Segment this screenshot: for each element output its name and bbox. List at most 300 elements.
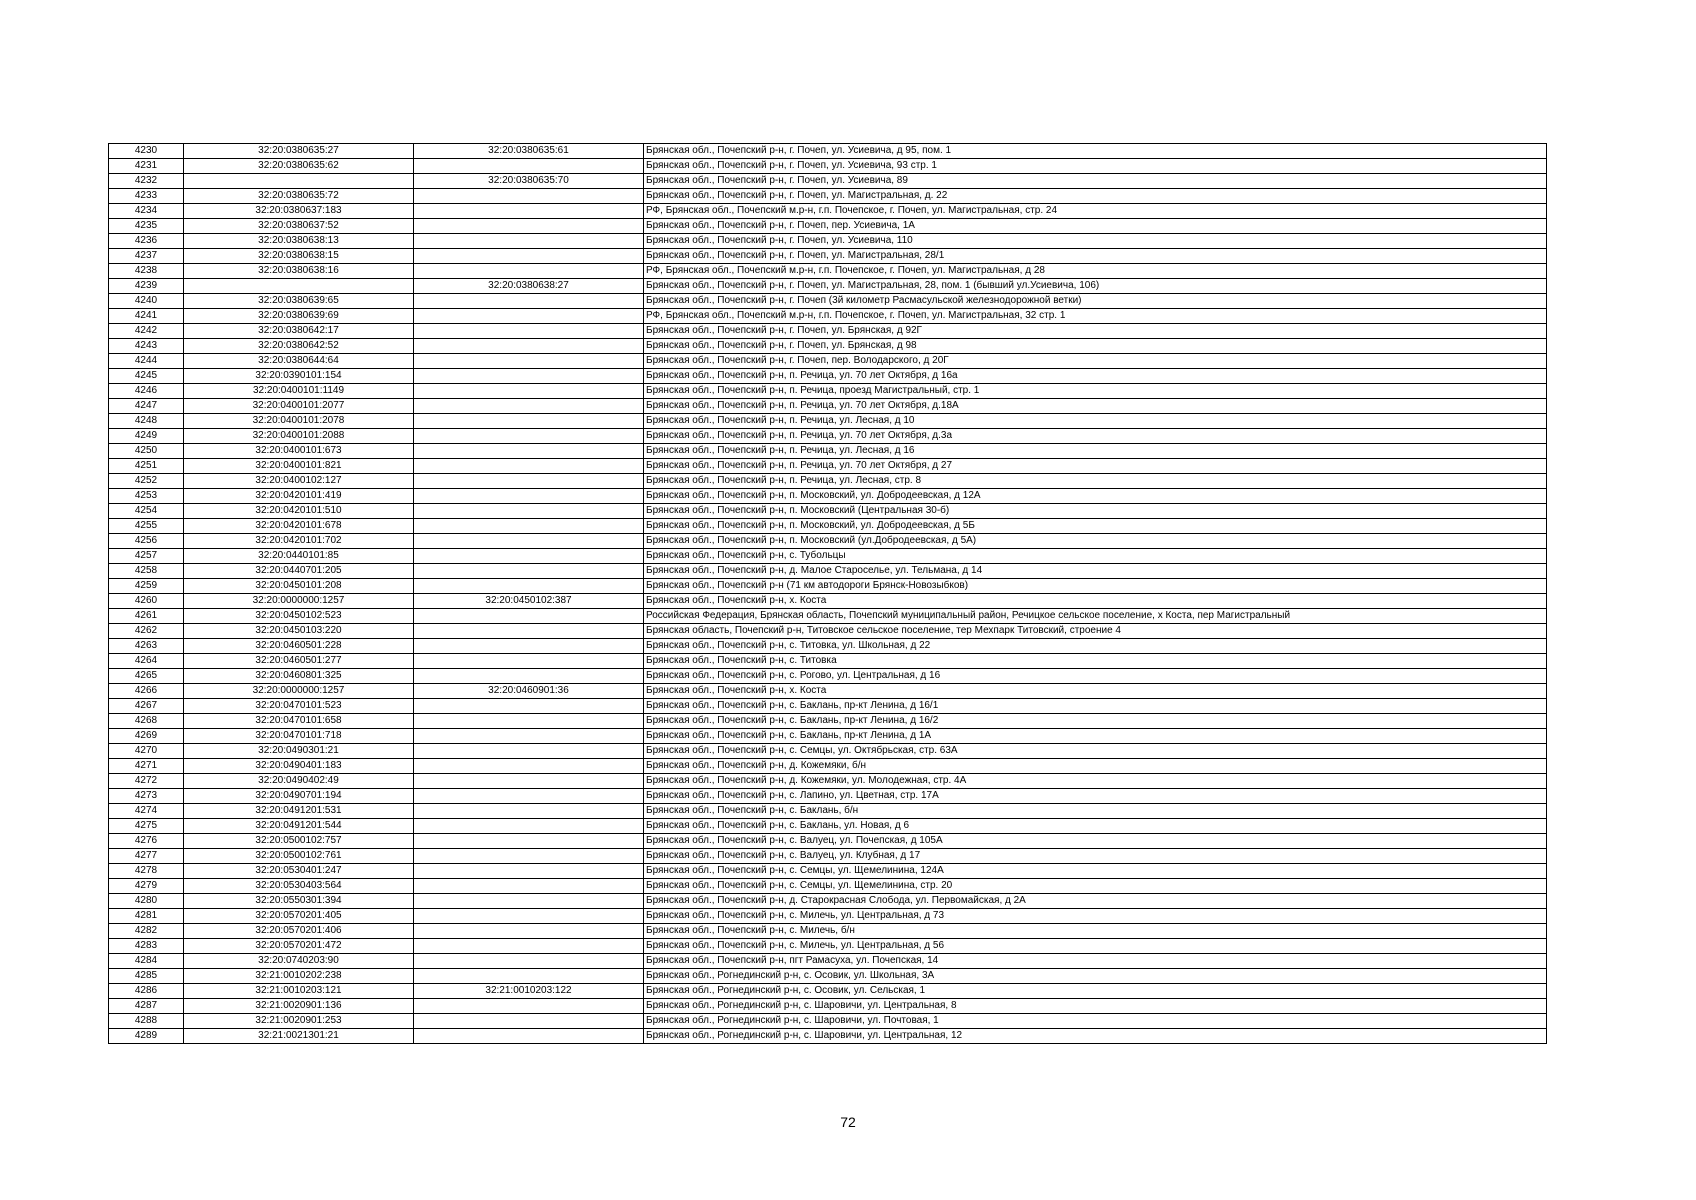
address-cell: Брянская обл., Почепский р-н, п. Московский, ул. Добродеевская, д 12А <box>644 489 1547 504</box>
table-row <box>109 309 1547 324</box>
address-cell: Брянская обл., Рогнединский р-н, с. Шаровичи, ул. Центральная, 8 <box>644 999 1547 1014</box>
register-sheet <box>108 143 1546 1044</box>
address-cell: Брянская обл., Почепский р-н, с. Баклань, пр-кт Ленина, д 16/2 <box>644 714 1547 729</box>
address-cell: Брянская обл., Почепский р-н, с. Валуец, ул. Клубная, д 17 <box>644 849 1547 864</box>
row-number-cell: 4239 <box>109 279 184 294</box>
related-cadastral-number-cell <box>414 339 644 354</box>
address-cell: Брянская обл., Почепский р-н, п. Речица, ул. Лесная, д 16 <box>644 444 1547 459</box>
cadastral-number-cell: 32:20:0380638:16 <box>184 264 414 279</box>
table-row <box>109 789 1547 804</box>
row-number-cell: 4267 <box>109 699 184 714</box>
related-cadastral-number-cell <box>414 729 644 744</box>
cadastral-number-cell: 32:20:0380635:72 <box>184 189 414 204</box>
row-number-cell: 4277 <box>109 849 184 864</box>
related-cadastral-number-cell <box>414 819 644 834</box>
row-number-cell: 4269 <box>109 729 184 744</box>
related-cadastral-number-cell <box>414 909 644 924</box>
address-cell: Брянская обл., Почепский р-н, д. Малое Староселье, ул. Тельмана, д 14 <box>644 564 1547 579</box>
related-cadastral-number-cell <box>414 384 644 399</box>
row-number-cell: 4264 <box>109 654 184 669</box>
cadastral-number-cell: 32:20:0470101:718 <box>184 729 414 744</box>
table-row <box>109 204 1547 219</box>
table-row <box>109 939 1547 954</box>
cadastral-number-cell: 32:20:0400101:1149 <box>184 384 414 399</box>
cadastral-number-cell: 32:20:0460501:228 <box>184 639 414 654</box>
table-row <box>109 144 1547 159</box>
cadastral-number-cell: 32:20:0550301:394 <box>184 894 414 909</box>
cadastral-number-cell: 32:20:0400101:2088 <box>184 429 414 444</box>
row-number-cell: 4257 <box>109 549 184 564</box>
address-cell: Брянская обл., Почепский р-н, г. Почеп, ул. Брянская, д 92Г <box>644 324 1547 339</box>
address-cell: Брянская обл., Почепский р-н, г. Почеп, пер. Усиевича, 1А <box>644 219 1547 234</box>
related-cadastral-number-cell <box>414 474 644 489</box>
cadastral-number-cell: 32:20:0380642:17 <box>184 324 414 339</box>
row-number-cell: 4233 <box>109 189 184 204</box>
row-number-cell: 4252 <box>109 474 184 489</box>
address-cell: Брянская обл., Почепский р-н, п. Речица, проезд Магистральный, стр. 1 <box>644 384 1547 399</box>
address-cell: Брянская обл., Почепский р-н, п. Речица, ул. 70 лет Октября, д.18А <box>644 399 1547 414</box>
table-row <box>109 504 1547 519</box>
table-row <box>109 339 1547 354</box>
row-number-cell: 4261 <box>109 609 184 624</box>
table-row <box>109 474 1547 489</box>
related-cadastral-number-cell <box>414 744 644 759</box>
row-number-cell: 4278 <box>109 864 184 879</box>
table-row <box>109 399 1547 414</box>
table-row <box>109 714 1547 729</box>
table-row <box>109 999 1547 1014</box>
table-row <box>109 444 1547 459</box>
cadastral-number-cell: 32:20:0380638:15 <box>184 249 414 264</box>
row-number-cell: 4241 <box>109 309 184 324</box>
table-row <box>109 384 1547 399</box>
row-number-cell: 4238 <box>109 264 184 279</box>
related-cadastral-number-cell <box>414 969 644 984</box>
cadastral-number-cell: 32:20:0450103:220 <box>184 624 414 639</box>
row-number-cell: 4275 <box>109 819 184 834</box>
cadastral-number-cell: 32:20:0000000:1257 <box>184 594 414 609</box>
table-row <box>109 744 1547 759</box>
cadastral-number-cell: 32:20:0380642:52 <box>184 339 414 354</box>
row-number-cell: 4259 <box>109 579 184 594</box>
related-cadastral-number-cell <box>414 714 644 729</box>
related-cadastral-number-cell <box>414 639 644 654</box>
related-cadastral-number-cell <box>414 414 644 429</box>
table-row <box>109 234 1547 249</box>
table-row <box>109 594 1547 609</box>
cadastral-number-cell: 32:20:0400102:127 <box>184 474 414 489</box>
related-cadastral-number-cell <box>414 564 644 579</box>
table-row <box>109 354 1547 369</box>
address-cell: Брянская обл., Почепский р-н, г. Почеп, ул. Магистральная, 28/1 <box>644 249 1547 264</box>
address-cell: Брянская обл., Почепский р-н, х. Коста <box>644 684 1547 699</box>
table-row <box>109 834 1547 849</box>
cadastral-number-cell <box>184 174 414 189</box>
row-number-cell: 4288 <box>109 1014 184 1029</box>
related-cadastral-number-cell: 32:20:0380635:70 <box>414 174 644 189</box>
related-cadastral-number-cell <box>414 669 644 684</box>
related-cadastral-number-cell <box>414 429 644 444</box>
related-cadastral-number-cell <box>414 309 644 324</box>
table-row <box>109 519 1547 534</box>
table-row <box>109 819 1547 834</box>
cadastral-number-cell: 32:20:0400101:2077 <box>184 399 414 414</box>
row-number-cell: 4276 <box>109 834 184 849</box>
address-cell: Брянская обл., Почепский р-н, с. Милечь, б/н <box>644 924 1547 939</box>
related-cadastral-number-cell <box>414 354 644 369</box>
address-cell: Брянская обл., Почепский р-н, г. Почеп, ул. Усиевича, д 95, пом. 1 <box>644 144 1547 159</box>
row-number-cell: 4281 <box>109 909 184 924</box>
cadastral-number-cell: 32:20:0440701:205 <box>184 564 414 579</box>
address-cell: Брянская обл., Почепский р-н, с. Титовка <box>644 654 1547 669</box>
address-cell: РФ, Брянская обл., Почепский м.р-н, г.п. Почепское, г. Почеп, ул. Магистральная, д 28 <box>644 264 1547 279</box>
related-cadastral-number-cell <box>414 699 644 714</box>
related-cadastral-number-cell: 32:20:0380638:27 <box>414 279 644 294</box>
row-number-cell: 4245 <box>109 369 184 384</box>
related-cadastral-number-cell <box>414 579 644 594</box>
related-cadastral-number-cell <box>414 294 644 309</box>
row-number-cell: 4253 <box>109 489 184 504</box>
table-row <box>109 639 1547 654</box>
page-number: 72 <box>840 1114 856 1130</box>
related-cadastral-number-cell <box>414 549 644 564</box>
table-row <box>109 684 1547 699</box>
cadastral-number-cell: 32:20:0491201:544 <box>184 819 414 834</box>
related-cadastral-number-cell <box>414 234 644 249</box>
related-cadastral-number-cell <box>414 924 644 939</box>
table-row <box>109 1029 1547 1044</box>
cadastral-number-cell: 32:20:0380637:183 <box>184 204 414 219</box>
row-number-cell: 4265 <box>109 669 184 684</box>
related-cadastral-number-cell <box>414 504 644 519</box>
row-number-cell: 4273 <box>109 789 184 804</box>
related-cadastral-number-cell <box>414 879 644 894</box>
cadastral-number-cell: 32:20:0490301:21 <box>184 744 414 759</box>
cadastral-number-cell: 32:21:0020901:253 <box>184 1014 414 1029</box>
table-row <box>109 264 1547 279</box>
related-cadastral-number-cell <box>414 759 644 774</box>
address-cell: Брянская обл., Почепский р-н, д. Кожемяки, б/н <box>644 759 1547 774</box>
related-cadastral-number-cell <box>414 894 644 909</box>
related-cadastral-number-cell <box>414 834 644 849</box>
related-cadastral-number-cell <box>414 249 644 264</box>
address-cell: Брянская обл., Рогнединский р-н, с. Осовик, ул. Сельская, 1 <box>644 984 1547 999</box>
related-cadastral-number-cell: 32:20:0380635:61 <box>414 144 644 159</box>
cadastral-number-cell: 32:20:0491201:531 <box>184 804 414 819</box>
related-cadastral-number-cell <box>414 219 644 234</box>
cadastral-number-cell: 32:20:0400101:2078 <box>184 414 414 429</box>
row-number-cell: 4287 <box>109 999 184 1014</box>
related-cadastral-number-cell <box>414 159 644 174</box>
related-cadastral-number-cell <box>414 519 644 534</box>
address-cell: Брянская обл., Почепский р-н, п. Речица, ул. 70 лет Октября, д 16а <box>644 369 1547 384</box>
related-cadastral-number-cell <box>414 774 644 789</box>
related-cadastral-number-cell <box>414 189 644 204</box>
related-cadastral-number-cell <box>414 624 644 639</box>
table-row <box>109 489 1547 504</box>
address-cell: Брянская обл., Почепский р-н, г. Почеп, ул. Магистральная, 28, пом. 1 (бывший ул.Усиевича, 106) <box>644 279 1547 294</box>
cadastral-number-cell: 32:20:0450102:523 <box>184 609 414 624</box>
related-cadastral-number-cell <box>414 654 644 669</box>
address-cell: Брянская обл., Почепский р-н, г. Почеп, ул. Брянская, д 98 <box>644 339 1547 354</box>
row-number-cell: 4242 <box>109 324 184 339</box>
table-row <box>109 1014 1547 1029</box>
row-number-cell: 4258 <box>109 564 184 579</box>
table-row <box>109 954 1547 969</box>
address-cell: Брянская обл., Почепский р-н, с. Семцы, ул. Щемелинина, 124А <box>644 864 1547 879</box>
cadastral-number-cell: 32:20:0500102:757 <box>184 834 414 849</box>
table-row <box>109 219 1547 234</box>
row-number-cell: 4250 <box>109 444 184 459</box>
row-number-cell: 4234 <box>109 204 184 219</box>
address-cell: Брянская обл., Почепский р-н, п. Московский, ул. Добродеевская, д 5Б <box>644 519 1547 534</box>
cadastral-number-cell: 32:20:0420101:678 <box>184 519 414 534</box>
table-row <box>109 279 1547 294</box>
related-cadastral-number-cell <box>414 849 644 864</box>
table-row <box>109 879 1547 894</box>
cadastral-number-cell: 32:20:0400101:673 <box>184 444 414 459</box>
related-cadastral-number-cell <box>414 1014 644 1029</box>
row-number-cell: 4260 <box>109 594 184 609</box>
address-cell: Брянская обл., Почепский р-н, с. Титовка, ул. Школьная, д 22 <box>644 639 1547 654</box>
cadastral-number-cell <box>184 279 414 294</box>
row-number-cell: 4249 <box>109 429 184 444</box>
address-cell: РФ, Брянская обл., Почепский м.р-н, г.п. Почепское, г. Почеп, ул. Магистральная, стр. 24 <box>644 204 1547 219</box>
address-cell: Брянская обл., Рогнединский р-н, с. Осовик, ул. Школьная, 3А <box>644 969 1547 984</box>
address-cell: Брянская обл., Почепский р-н, г. Почеп, пер. Володарского, д 20Г <box>644 354 1547 369</box>
row-number-cell: 4232 <box>109 174 184 189</box>
cadastral-number-cell: 32:21:0021301:21 <box>184 1029 414 1044</box>
address-cell: Брянская обл., Почепский р-н, г. Почеп, ул. Усиевича, 110 <box>644 234 1547 249</box>
address-cell: Брянская обл., Почепский р-н, с. Баклань, пр-кт Ленина, д 1А <box>644 729 1547 744</box>
cadastral-number-cell: 32:20:0450101:208 <box>184 579 414 594</box>
cadastral-number-cell: 32:20:0420101:702 <box>184 534 414 549</box>
table-row <box>109 609 1547 624</box>
cadastral-number-cell: 32:20:0460501:277 <box>184 654 414 669</box>
table-body <box>109 144 1547 1044</box>
property-register-table <box>108 143 1547 1044</box>
table-row <box>109 624 1547 639</box>
address-cell: Брянская обл., Почепский р-н, п. Московский (Центральная 30-б) <box>644 504 1547 519</box>
row-number-cell: 4254 <box>109 504 184 519</box>
cadastral-number-cell: 32:20:0380638:13 <box>184 234 414 249</box>
table-row <box>109 699 1547 714</box>
row-number-cell: 4286 <box>109 984 184 999</box>
row-number-cell: 4289 <box>109 1029 184 1044</box>
related-cadastral-number-cell <box>414 939 644 954</box>
address-cell: Российская Федерация, Брянская область, Почепский муниципальный район, Речицкое сельское поселение, х Коста, пер Магистральный <box>644 609 1547 624</box>
related-cadastral-number-cell <box>414 804 644 819</box>
table-row <box>109 534 1547 549</box>
related-cadastral-number-cell <box>414 324 644 339</box>
cadastral-number-cell: 32:20:0420101:510 <box>184 504 414 519</box>
cadastral-number-cell: 32:20:0420101:419 <box>184 489 414 504</box>
cadastral-number-cell: 32:20:0440101:85 <box>184 549 414 564</box>
cadastral-number-cell: 32:20:0000000:1257 <box>184 684 414 699</box>
table-row <box>109 759 1547 774</box>
address-cell: Брянская обл., Почепский р-н (71 км автодороги Брянск-Новозыбков) <box>644 579 1547 594</box>
address-cell: Брянская обл., Почепский р-н, с. Баклань, ул. Новая, д 6 <box>644 819 1547 834</box>
related-cadastral-number-cell <box>414 204 644 219</box>
table-row <box>109 459 1547 474</box>
cadastral-number-cell: 32:21:0010202:238 <box>184 969 414 984</box>
cadastral-number-cell: 32:20:0400101:821 <box>184 459 414 474</box>
address-cell: Брянская обл., Почепский р-н, п. Московский (ул.Добродеевская, д 5А) <box>644 534 1547 549</box>
cadastral-number-cell: 32:20:0380644:64 <box>184 354 414 369</box>
related-cadastral-number-cell: 32:21:0010203:122 <box>414 984 644 999</box>
cadastral-number-cell: 32:20:0490401:183 <box>184 759 414 774</box>
related-cadastral-number-cell <box>414 999 644 1014</box>
table-row <box>109 894 1547 909</box>
row-number-cell: 4255 <box>109 519 184 534</box>
table-row <box>109 984 1547 999</box>
cadastral-number-cell: 32:20:0490701:194 <box>184 789 414 804</box>
table-row <box>109 804 1547 819</box>
row-number-cell: 4285 <box>109 969 184 984</box>
row-number-cell: 4268 <box>109 714 184 729</box>
address-cell: Брянская обл., Почепский р-н, с. Баклань, б/н <box>644 804 1547 819</box>
table-row <box>109 969 1547 984</box>
row-number-cell: 4274 <box>109 804 184 819</box>
cadastral-number-cell: 32:20:0500102:761 <box>184 849 414 864</box>
table-row <box>109 249 1547 264</box>
cadastral-number-cell: 32:20:0490402:49 <box>184 774 414 789</box>
cadastral-number-cell: 32:20:0740203:90 <box>184 954 414 969</box>
related-cadastral-number-cell <box>414 534 644 549</box>
row-number-cell: 4237 <box>109 249 184 264</box>
row-number-cell: 4284 <box>109 954 184 969</box>
address-cell: Брянская область, Почепский р-н, Титовское сельское поселение, тер Мехпарк Титовский, строение 4 <box>644 624 1547 639</box>
address-cell: Брянская обл., Почепский р-н, с. Рогово, ул. Центральная, д 16 <box>644 669 1547 684</box>
row-number-cell: 4240 <box>109 294 184 309</box>
related-cadastral-number-cell <box>414 864 644 879</box>
row-number-cell: 4235 <box>109 219 184 234</box>
related-cadastral-number-cell <box>414 264 644 279</box>
table-row <box>109 579 1547 594</box>
cadastral-number-cell: 32:20:0380639:65 <box>184 294 414 309</box>
table-row <box>109 549 1547 564</box>
row-number-cell: 4270 <box>109 744 184 759</box>
table-row <box>109 174 1547 189</box>
cadastral-number-cell: 32:20:0530403:564 <box>184 879 414 894</box>
address-cell: Брянская обл., Почепский р-н, г. Почеп (3й километр Расмасульской железнодорожной ветки) <box>644 294 1547 309</box>
row-number-cell: 4230 <box>109 144 184 159</box>
related-cadastral-number-cell <box>414 489 644 504</box>
row-number-cell: 4263 <box>109 639 184 654</box>
row-number-cell: 4246 <box>109 384 184 399</box>
row-number-cell: 4266 <box>109 684 184 699</box>
address-cell: Брянская обл., Почепский р-н, г. Почеп, ул. Магистральная, д. 22 <box>644 189 1547 204</box>
table-row <box>109 564 1547 579</box>
address-cell: РФ, Брянская обл., Почепский м.р-н, г.п. Почепское, г. Почеп, ул. Магистральная, 32 стр. 1 <box>644 309 1547 324</box>
cadastral-number-cell: 32:20:0570201:405 <box>184 909 414 924</box>
cadastral-number-cell: 32:21:0020901:136 <box>184 999 414 1014</box>
related-cadastral-number-cell <box>414 459 644 474</box>
row-number-cell: 4243 <box>109 339 184 354</box>
related-cadastral-number-cell <box>414 399 644 414</box>
table-row <box>109 729 1547 744</box>
table-row <box>109 369 1547 384</box>
table-row <box>109 924 1547 939</box>
cadastral-number-cell: 32:20:0530401:247 <box>184 864 414 879</box>
cadastral-number-cell: 32:20:0390101:154 <box>184 369 414 384</box>
row-number-cell: 4262 <box>109 624 184 639</box>
row-number-cell: 4279 <box>109 879 184 894</box>
row-number-cell: 4280 <box>109 894 184 909</box>
related-cadastral-number-cell <box>414 444 644 459</box>
row-number-cell: 4256 <box>109 534 184 549</box>
address-cell: Брянская обл., Почепский р-н, пгт Рамасуха, ул. Почепская, 14 <box>644 954 1547 969</box>
address-cell: Брянская обл., Почепский р-н, с. Тубольцы <box>644 549 1547 564</box>
related-cadastral-number-cell <box>414 609 644 624</box>
address-cell: Брянская обл., Почепский р-н, с. Баклань, пр-кт Ленина, д 16/1 <box>644 699 1547 714</box>
address-cell: Брянская обл., Почепский р-н, с. Милечь, ул. Центральная, д 73 <box>644 909 1547 924</box>
table-row <box>109 864 1547 879</box>
row-number-cell: 4272 <box>109 774 184 789</box>
related-cadastral-number-cell <box>414 954 644 969</box>
address-cell: Брянская обл., Почепский р-н, п. Речица, ул. 70 лет Октября, д.3а <box>644 429 1547 444</box>
row-number-cell: 4251 <box>109 459 184 474</box>
address-cell: Брянская обл., Рогнединский р-н, с. Шаровичи, ул. Почтовая, 1 <box>644 1014 1547 1029</box>
related-cadastral-number-cell <box>414 1029 644 1044</box>
cadastral-number-cell: 32:20:0470101:523 <box>184 699 414 714</box>
row-number-cell: 4236 <box>109 234 184 249</box>
cadastral-number-cell: 32:20:0380639:69 <box>184 309 414 324</box>
table-row <box>109 654 1547 669</box>
table-row <box>109 294 1547 309</box>
cadastral-number-cell: 32:20:0470101:658 <box>184 714 414 729</box>
table-row <box>109 669 1547 684</box>
row-number-cell: 4231 <box>109 159 184 174</box>
table-row <box>109 909 1547 924</box>
table-row <box>109 189 1547 204</box>
address-cell: Брянская обл., Почепский р-н, с. Семцы, ул. Октябрьская, стр. 63А <box>644 744 1547 759</box>
cadastral-number-cell: 32:20:0380635:27 <box>184 144 414 159</box>
table-row <box>109 414 1547 429</box>
address-cell: Брянская обл., Почепский р-н, с. Семцы, ул. Щемелинина, стр. 20 <box>644 879 1547 894</box>
address-cell: Брянская обл., Почепский р-н, с. Валуец, ул. Почепская, д 105А <box>644 834 1547 849</box>
table-row <box>109 324 1547 339</box>
related-cadastral-number-cell: 32:20:0460901:36 <box>414 684 644 699</box>
related-cadastral-number-cell <box>414 789 644 804</box>
address-cell: Брянская обл., Почепский р-н, п. Речица, ул. Лесная, д 10 <box>644 414 1547 429</box>
table-row <box>109 159 1547 174</box>
address-cell: Брянская обл., Почепский р-н, с. Милечь, ул. Центральная, д 56 <box>644 939 1547 954</box>
address-cell: Брянская обл., Почепский р-н, г. Почеп, ул. Усиевича, 89 <box>644 174 1547 189</box>
cadastral-number-cell: 32:21:0010203:121 <box>184 984 414 999</box>
row-number-cell: 4271 <box>109 759 184 774</box>
table-row <box>109 429 1547 444</box>
address-cell: Брянская обл., Почепский р-н, д. Кожемяки, ул. Молодежная, стр. 4А <box>644 774 1547 789</box>
address-cell: Брянская обл., Рогнединский р-н, с. Шаровичи, ул. Центральная, 12 <box>644 1029 1547 1044</box>
address-cell: Брянская обл., Почепский р-н, д. Старокрасная Слобода, ул. Первомайская, д 2А <box>644 894 1547 909</box>
cadastral-number-cell: 32:20:0380635:62 <box>184 159 414 174</box>
address-cell: Брянская обл., Почепский р-н, х. Коста <box>644 594 1547 609</box>
table-row <box>109 849 1547 864</box>
row-number-cell: 4247 <box>109 399 184 414</box>
address-cell: Брянская обл., Почепский р-н, п. Речица, ул. Лесная, стр. 8 <box>644 474 1547 489</box>
table-row <box>109 774 1547 789</box>
row-number-cell: 4283 <box>109 939 184 954</box>
row-number-cell: 4282 <box>109 924 184 939</box>
cadastral-number-cell: 32:20:0380637:52 <box>184 219 414 234</box>
cadastral-number-cell: 32:20:0570201:406 <box>184 924 414 939</box>
related-cadastral-number-cell <box>414 369 644 384</box>
address-cell: Брянская обл., Почепский р-н, п. Речица, ул. 70 лет Октября, д 27 <box>644 459 1547 474</box>
row-number-cell: 4244 <box>109 354 184 369</box>
row-number-cell: 4248 <box>109 414 184 429</box>
address-cell: Брянская обл., Почепский р-н, с. Лапино, ул. Цветная, стр. 17А <box>644 789 1547 804</box>
